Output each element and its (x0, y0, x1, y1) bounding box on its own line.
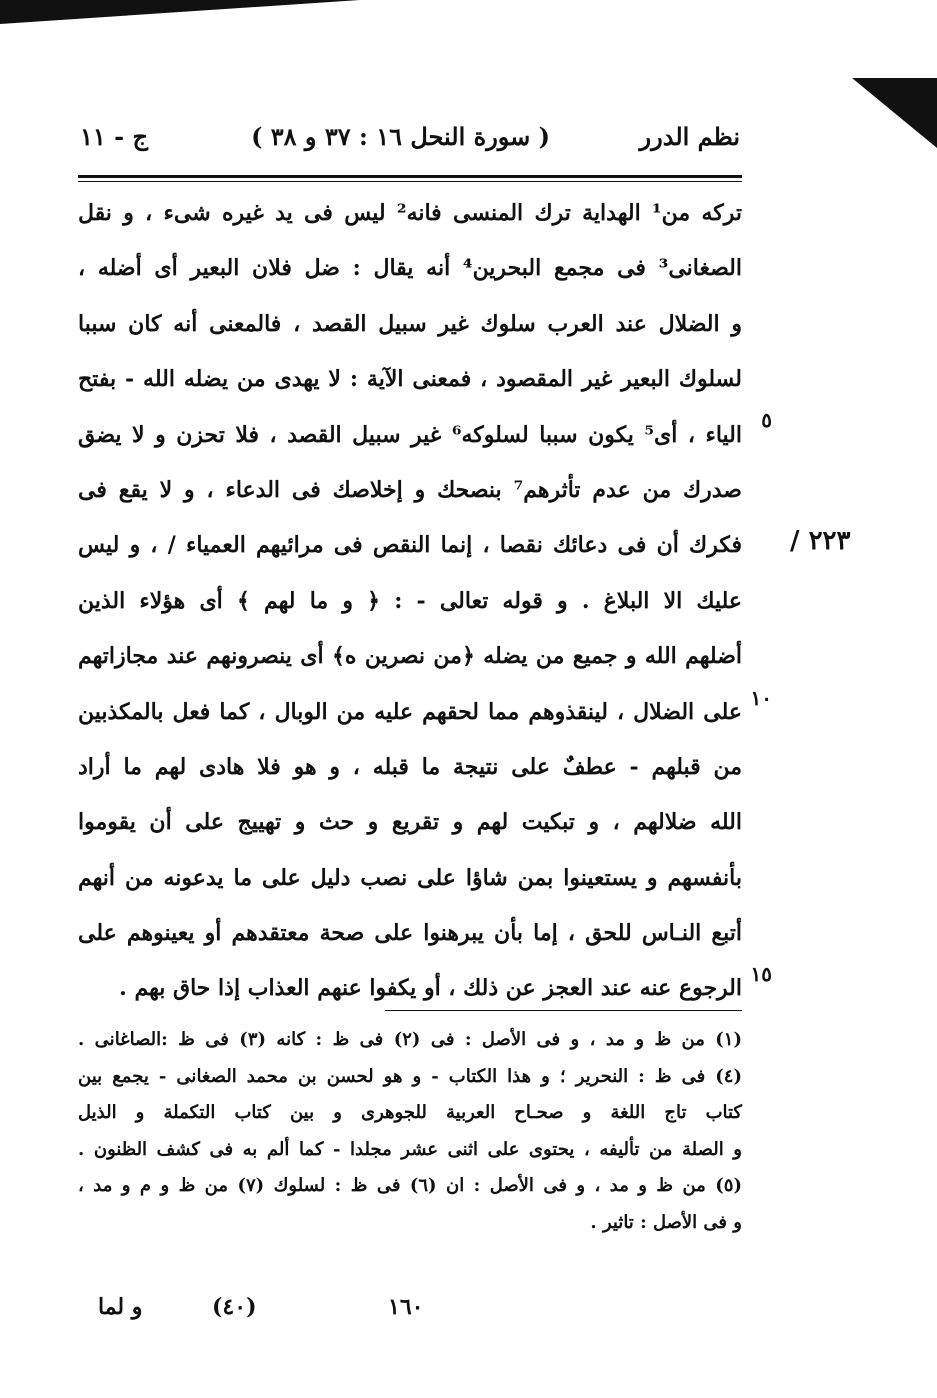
page-number: ١٦٠ (388, 1294, 424, 1320)
footnote-line: و الصلة من تأليفه ، يحتوى على اثنى عشر مجلدا - كما ألم به فى كشف الظنون . (78, 1138, 742, 1160)
text-line: الياء ، أى⁵ يكون سببا لسلوكه⁶ غير سبيل القصد ، فلا تحزن و لا يضق (78, 421, 742, 448)
header-rule-thin (78, 181, 742, 182)
margin-page-number: ٢٢٣ / (790, 526, 851, 556)
catchword: و لما (98, 1294, 143, 1320)
footnotes (78, 1022, 742, 1241)
signature-mark: (٤٠) (212, 1294, 257, 1320)
footnote-line: (٤) فى ظ : النحرير ؛ و هذا الكتاب - و هو لحسن بن محمد الصغانى - يجمع بين (78, 1065, 742, 1087)
scan-corner-top (0, 0, 360, 24)
text-line: أضلهم الله و جميع من يضله ﴿من نصرين ه﴾ أى ينصرونهم عند مجازاتهم (78, 643, 742, 670)
text-line: لسلوك البعير غير المقصود ، فمعنى الآية : لا يهدى من يضله الله - بفتح (78, 366, 742, 393)
text-line: عليك الا البلاغ . و قوله تعالى - : ﴿ و ما لهم ﴾ أى هؤلاء الذين (78, 587, 742, 614)
text-line: صدرك من عدم تأثرهم⁷ بنصحك و إخلاصك فى الدعاء ، و لا يقع فى (78, 476, 742, 503)
text-line: أتبع النـاس للحق ، إما بأن يبرهنوا على صحة معتقدهم أو يعينوهم على (78, 920, 742, 947)
text-line: تركه من¹ الهداية ترك المنسى فانه² ليس فى يد غيره شىء ، و نقل (78, 200, 742, 226)
footnote-line: (٥) من ظ و مد ، و فى الأصل : ان (٦) فى ظ : لسلوك (٧) من ظ و م و مد ، (78, 1175, 742, 1196)
text-line: على الضلال ، لينقذوهم مما لحقهم عليه من الوبال ، كما فعل بالمكذبين (78, 698, 742, 725)
text-line: من قبلهم - عطفٌ على نتيجة ما قبله ، و هو فلا هادى لهم ما أراد (78, 753, 742, 780)
header-rule-thick (78, 175, 742, 178)
text-line: فكرك أن فى دعائك نقصا ، إنما النقص فى مرائيهم العمياء / ، و ليس (78, 532, 742, 559)
footnote-rule (385, 1010, 742, 1011)
running-header (80, 122, 740, 162)
line-number-10: ١٠ (750, 686, 772, 710)
text-line: الرجوع عنه عند العجز عن ذلك ، أو يكفوا عنهم العذاب إذا حاق بهم . (119, 975, 742, 1002)
footnote-line: و فى الأصل : تاثير . (590, 1211, 742, 1233)
text-line: بأنفسهم و يستعينوا بمن شاؤا على نصب دليل على ما يدعونه من أنهم (78, 864, 742, 891)
text-line: الصغانى³ فى مجمع البحرين⁴ أنه يقال : ضل فلان البعير أى أضله ، (78, 255, 742, 282)
scan-corner-right (852, 78, 937, 148)
surah-reference: ( سورة النحل ١٦ : ٣٧ و ٣٨ ) (251, 122, 550, 151)
footnote-line: كتاب تاج اللغة و صحـاح العربية للجوهرى و بين كتاب التكملة و الذيل (78, 1102, 742, 1123)
line-number-5: ٥ (761, 408, 772, 432)
text-line: الله ضلالهم ، و تبكيت لهم و تقريع و حث و تهييج على أن يقوموا (78, 809, 742, 836)
text-line: و الضلال عند العرب سلوك غير سبيل القصد ، فالمعنى أنه كان سببا (78, 310, 742, 337)
footnote-line: (١) من ظ و مد ، و فى الأصل : فى (٢) فى ظ : كانه (٣) فى ظ :الصاغانى . (78, 1029, 742, 1050)
main-text (78, 186, 742, 1017)
book-title: نظم الدرر (639, 122, 740, 151)
line-number-15: ١٥ (750, 962, 772, 986)
volume-number: ج - ١١ (80, 122, 148, 151)
